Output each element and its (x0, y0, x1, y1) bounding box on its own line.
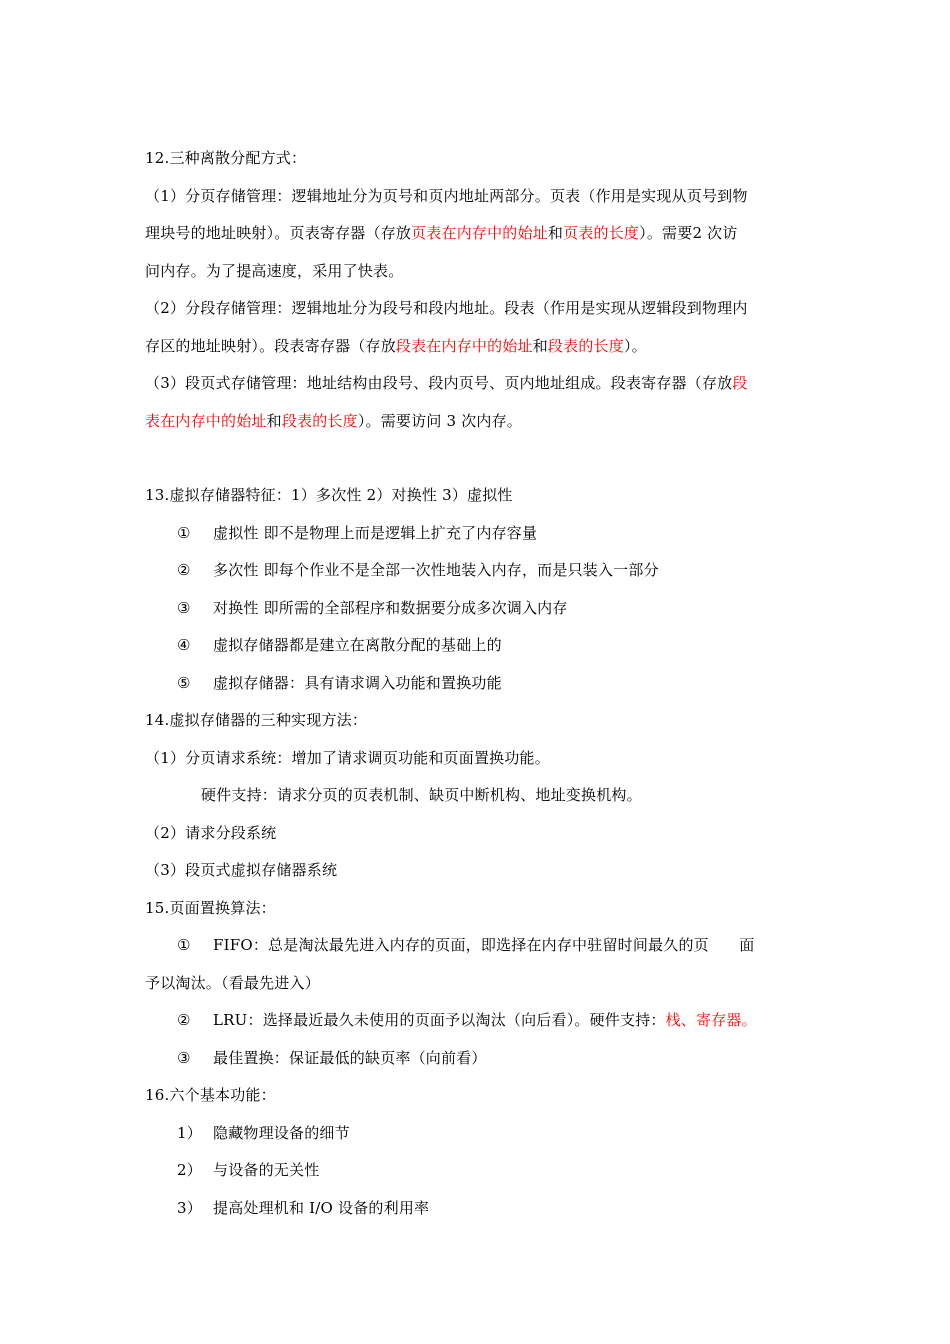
list-item-number: ⑤ (177, 673, 191, 692)
highlight-segment-table-address: 段表在内存中的始址 (395, 336, 533, 355)
list-item-lru (145, 1002, 815, 1040)
section-13-title: 13.虚拟存储器特征：1）多次性 2）对换性 3）虚拟性 (145, 486, 513, 504)
list-item-text: 提高处理机和 I/O 设备的利用率 (213, 1198, 430, 1217)
s12-p1-line2 (145, 215, 815, 253)
list-item-number: ③ (177, 598, 191, 617)
s12-p3-line2 (145, 403, 815, 441)
list-item (145, 1115, 815, 1153)
s12-p2-line2 (145, 328, 815, 366)
list-item (145, 1152, 815, 1190)
highlight-stack-register: 栈、寄存器 (665, 1011, 742, 1029)
s12-p2-and: 和 (532, 336, 548, 355)
list-item-number: ① (177, 523, 191, 542)
optimal-text: 最佳置换：保证最低的缺页率（向前看） (213, 1048, 487, 1067)
list-item-number: 1） (177, 1123, 202, 1142)
s12-p3-line1 (145, 365, 815, 403)
list-item (145, 665, 815, 703)
list-item-number: 3） (177, 1198, 202, 1217)
list-item (145, 552, 815, 590)
s14-item-3: （3）段页式虚拟存储器系统 (145, 861, 338, 879)
s12-p1-tail: ）。需要2 次访 (639, 224, 738, 242)
section-12-title: 12.三种离散分配方式： (145, 149, 307, 167)
fifo-continuation: 予以淘汰。（看最先进入） (145, 973, 320, 992)
section-14-title: 14.虚拟存储器的三种实现方法： (145, 711, 368, 729)
lru-text: LRU：选择最近最久未使用的页面予以淘汰（向后看）。硬件支持： (213, 1011, 666, 1029)
s12-p1-and: 和 (547, 224, 564, 242)
s12-p3-tail: ）。需要访问 3 次内存。 (357, 411, 523, 430)
list-item-number: ② (177, 1011, 191, 1029)
section-15-title: 15.页面置换算法： (145, 898, 276, 917)
s14-item-2: （2）请求分段系统 (145, 823, 277, 842)
highlight-segment-table-length: 段表的长度 (547, 336, 624, 355)
list-item (145, 590, 815, 628)
s12-p1-line3: 问内存。为了提高速度，采用了快表。 (145, 261, 404, 280)
list-item-optimal (145, 1040, 815, 1078)
highlight-segment-char: 段 (732, 374, 748, 392)
s12-p2-text: 存区的地址映射）。段表寄存器（存放 (145, 336, 396, 355)
list-item-text: 对换性 即所需的全部程序和数据要分成多次调入内存 (213, 598, 568, 617)
list-item-text: 隐藏物理设备的细节 (213, 1123, 350, 1142)
s14-item-1: （1）分页请求系统：增加了请求调页功能和页面置换功能。 (145, 748, 550, 767)
s12-p1-text: 理块号的地址映射）。页表寄存器（存放 (145, 224, 412, 242)
s12-p1-line1: （1）分页存储管理：逻辑地址分为页号和页内地址两部分。页表（作用是实现从页号到物 (145, 186, 748, 205)
list-item-number: ③ (177, 1048, 191, 1067)
s12-p2-line1: （2）分段存储管理：逻辑地址分为段号和段内地址。段表（作用是实现从逻辑段到物理内 (145, 299, 748, 317)
fifo-gap (709, 936, 739, 954)
s12-p3-text: （3）段页式存储管理：地址结构由段号、段内页号、页内地址组成。段表寄存器（存放 (145, 374, 733, 392)
list-item-text: 虚拟存储器：具有请求调入功能和置换功能 (213, 673, 502, 692)
list-item (145, 515, 815, 553)
highlight-page-table-length: 页表的长度 (563, 224, 640, 242)
fifo-text-end: 面 (739, 936, 755, 954)
list-item-number: 2） (177, 1161, 202, 1179)
list-item-number: ② (177, 561, 191, 579)
list-item (145, 1190, 815, 1228)
list-item (145, 627, 815, 665)
s12-p3-and: 和 (266, 411, 282, 430)
list-item-number: ④ (177, 636, 191, 654)
document-page (145, 140, 815, 1227)
s12-p2-tail: ）。 (623, 336, 647, 355)
highlight-page-table-address: 页表在内存中的始址 (411, 224, 548, 242)
lru-period: 。 (741, 1011, 757, 1029)
list-item-text: 虚拟存储器都是建立在离散分配的基础上的 (213, 636, 502, 654)
list-item-text: 虚拟性 即不是物理上而是逻辑上扩充了内存容量 (213, 523, 538, 542)
list-item-fifo (145, 927, 815, 965)
s14-hardware-support: 硬件支持：请求分页的页表机制、缺页中断机构、地址变换机构。 (201, 786, 642, 804)
list-item-text: 与设备的无关性 (213, 1161, 320, 1179)
highlight-segpage-table-address: 表在内存中的始址 (145, 411, 267, 430)
list-item-number: ① (177, 936, 191, 954)
highlight-segpage-table-length: 段表的长度 (281, 411, 358, 430)
section-gap (145, 440, 815, 477)
fifo-text: FIFO：总是淘汰最先进入内存的页面，即选择在内存中驻留时间最久的页 (213, 936, 709, 954)
section-16-title: 16.六个基本功能： (145, 1086, 276, 1104)
list-item-text: 多次性 即每个作业不是全部一次性地装入内存，而是只装入一部分 (213, 561, 659, 579)
